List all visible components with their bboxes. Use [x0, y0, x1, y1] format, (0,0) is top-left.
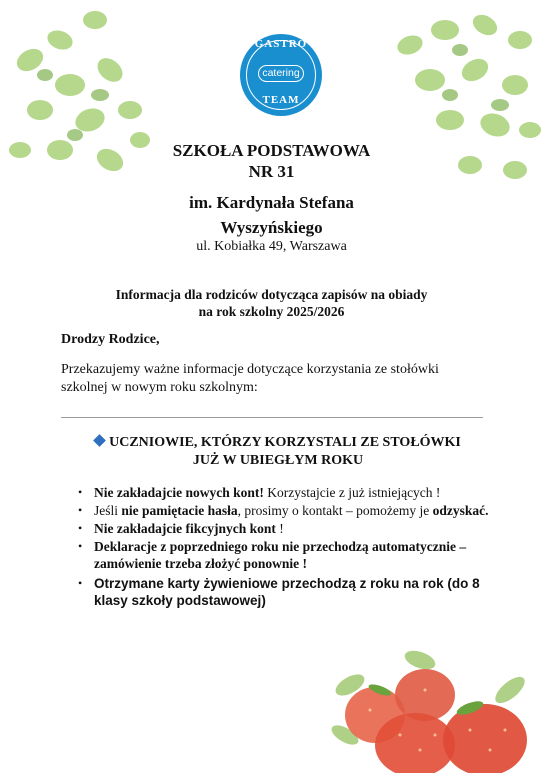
section-title — [78, 434, 478, 470]
list-item-text: Korzystajcie z już istniejących ! — [263, 485, 441, 500]
list-item-bold: odzyskać. — [432, 503, 489, 518]
info-heading — [0, 286, 543, 320]
info-heading-line2: na rok szkolny 2025/2026 — [198, 304, 345, 319]
list-item — [94, 484, 514, 501]
info-heading-line1: Informacja dla rodziców dotycząca zapisów na obiady — [115, 287, 428, 302]
divider — [61, 417, 483, 418]
list-item-bold: Nie zakładajcie nowych kont! — [94, 485, 264, 500]
diamond-bullet-icon — [93, 434, 106, 447]
patron-line1: im. Kardynała Stefana — [189, 193, 354, 212]
list-item — [94, 575, 514, 609]
list-item-bold: nie pamiętacie hasła — [121, 503, 238, 518]
school-name-line1: SZKOŁA PODSTAWOWA — [172, 141, 371, 160]
patron-line2: Wyszyńskiego — [220, 218, 323, 237]
school-name-line2: NR 31 — [248, 162, 295, 181]
list-item — [94, 520, 514, 537]
logo-top-text: GASTRO — [254, 38, 308, 50]
logo-bottom-text: TEAM — [262, 94, 300, 106]
info-list — [78, 484, 514, 610]
list-item-text: , prosimy o kontakt – pomożemy je — [237, 503, 433, 518]
section-title-line2: JUŻ W UBIEGŁYM ROKU — [192, 453, 364, 468]
list-item-text: ! — [275, 521, 284, 536]
list-item — [94, 538, 514, 572]
list-item — [94, 502, 514, 519]
school-patron — [0, 190, 543, 240]
list-item-text: Jeśli — [94, 503, 122, 518]
list-item-bold: Deklaracje z poprzedniego roku nie przechodzą automatycznie – zamówienie trzeba złożyć ponownie ! — [94, 539, 467, 571]
list-item-bold: Nie zakładajcie fikcyjnych kont — [94, 521, 276, 536]
school-name — [0, 140, 543, 182]
list-item-bold: Otrzymane karty żywieniowe przechodzą z roku na rok (do 8 klasy szkoły podstawowej) — [94, 576, 480, 608]
intro-paragraph: Przekazujemy ważne informacje dotyczące korzystania ze stołówki szkolnej w nowym roku szkolnym: — [61, 362, 439, 395]
greeting: Drodzy Rodzice, — [61, 332, 160, 347]
strawberries-decoration — [320, 640, 543, 773]
school-address: ul. Kobiałka 49, Warszawa — [196, 239, 347, 254]
section-title-line1: UCZNIOWIE, KTÓRZY KORZYSTALI ZE STOŁÓWKI — [109, 435, 461, 450]
logo-catering-text: catering — [258, 65, 304, 82]
